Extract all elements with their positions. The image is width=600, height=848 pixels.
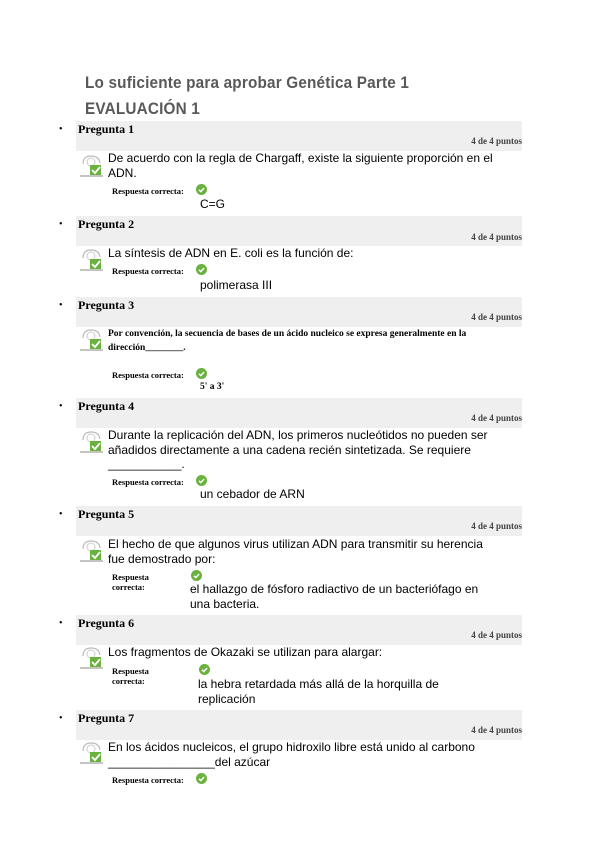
check-circle-icon [191, 570, 202, 581]
check-circle-icon [196, 184, 207, 195]
correct-question-icon [79, 326, 105, 352]
response-label: Respuesta correcta: [112, 186, 184, 196]
correct-answer: polimerasa III [200, 278, 273, 292]
correct-question-icon [79, 537, 105, 563]
bullet: • [59, 509, 63, 520]
response-label-2: correcta: [112, 582, 145, 592]
question-header-bar [76, 121, 522, 151]
question-header-bar [76, 398, 522, 428]
question-title: Pregunta 7 [78, 711, 135, 725]
response-label: Respuesta correcta: [112, 775, 184, 785]
check-circle-icon [196, 368, 207, 379]
question-points: 4 de 4 puntos [471, 232, 522, 242]
question-points: 4 de 4 puntos [471, 725, 522, 735]
response-label: Respuesta correcta: [112, 370, 184, 380]
question-text: Los fragmentos de Okazaki se utilizan para alargar: [108, 645, 383, 659]
bullet: • [59, 300, 63, 311]
correct-question-icon [79, 428, 105, 454]
correct-answer: la hebra retardada más allá de la horquilla de replicación [198, 677, 439, 706]
correct-answer: C=G [200, 197, 226, 211]
bullet: • [59, 124, 63, 135]
question-title: Pregunta 1 [78, 122, 135, 136]
response-label: Respuesta [112, 666, 149, 676]
question-title: Pregunta 6 [78, 616, 135, 630]
page-subtitle: EVALUACIÓN 1 [85, 99, 200, 118]
question-points: 4 de 4 puntos [471, 413, 522, 423]
check-circle-icon [196, 264, 207, 275]
question-points: 4 de 4 puntos [471, 630, 522, 640]
correct-question-icon [79, 246, 105, 272]
question-text: En los ácidos nucleicos, el grupo hidroxilo libre está unido al carbono ________________del azúcar [108, 740, 475, 769]
response-label: Respuesta correcta: [112, 266, 184, 276]
question-title: Pregunta 3 [78, 298, 135, 312]
question-header-bar [76, 710, 522, 740]
bullet: • [59, 401, 63, 412]
correct-question-icon [79, 152, 105, 178]
check-circle-icon [196, 475, 207, 486]
question-text: El hecho de que algunos virus utilizan ADN para transmitir su herencia fue demostrado por: [108, 537, 483, 566]
question-title: Pregunta 2 [78, 217, 135, 231]
correct-answer: 5' a 3' [200, 382, 225, 392]
correct-question-icon [79, 739, 105, 765]
bullet: • [59, 219, 63, 230]
question-points: 4 de 4 puntos [471, 136, 522, 146]
question-title: Pregunta 4 [78, 399, 135, 413]
question-points: 4 de 4 puntos [471, 312, 522, 322]
response-label: Respuesta correcta: [112, 477, 184, 487]
question-header-bar [76, 506, 522, 536]
correct-answer: el hallazgo de fósforo radiactivo de un bacteriófago en una bacteria. [190, 582, 479, 611]
response-label: Respuesta [112, 572, 149, 582]
bullet: • [59, 713, 63, 724]
question-header-bar [76, 297, 522, 327]
question-header-bar [76, 216, 522, 246]
question-title: Pregunta 5 [78, 507, 135, 521]
correct-question-icon [79, 644, 105, 670]
question-text: La síntesis de ADN en E. coli es la función de: [108, 246, 354, 260]
page-title: Lo suficiente para aprobar Genética Parte 1 [85, 73, 410, 92]
question-header-bar [76, 615, 522, 645]
bullet: • [59, 618, 63, 629]
question-text: Durante la replicación del ADN, los primeros nucleótidos no pueden ser añadidos directamente a una cadena recién sintetizada. Se requiere ___________. [108, 428, 488, 471]
check-circle-icon [199, 664, 210, 675]
question-points: 4 de 4 puntos [471, 521, 522, 531]
question-text: Por convención, la secuencia de bases de un ácido nucleico se expresa generalmente en la dirección________. [108, 329, 467, 353]
question-text: De acuerdo con la regla de Chargaff, existe la siguiente proporción en el ADN. [108, 151, 493, 180]
check-circle-icon [196, 773, 207, 784]
response-label-2: correcta: [112, 676, 145, 686]
correct-answer: un cebador de ARN [200, 487, 305, 501]
